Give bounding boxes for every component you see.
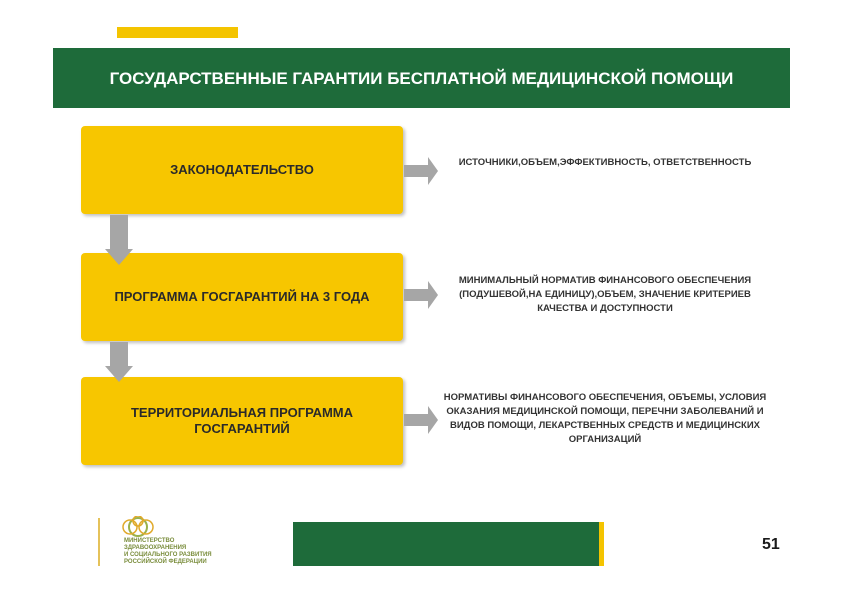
step-box-program-3-years: [81, 253, 403, 341]
step-description-legislation: ИСТОЧНИКИ,ОБЪЕМ,ЭФФЕКТИВНОСТЬ, ОТВЕТСТВЕННОСТЬ: [458, 157, 752, 168]
logo-line: МИНИСТЕРСТВО: [124, 538, 175, 544]
arrow-right-icon: [404, 281, 438, 309]
step-description-program-3-years: МИНИМАЛЬНЫЙ НОРМАТИВ ФИНАНСОВОГО ОБЕСПЕЧЕНИЯ (ПОДУШЕВОЙ,НА ЕДИНИЦУ),ОБЪЕМ, ЗНАЧЕНИЕ КРИТЕРИЕВ КАЧЕСТВА И ДОСТУПНОСТИ: [458, 275, 752, 314]
step-label-territorial-program: ТЕРРИТОРИАЛЬНАЯ ПРОГРАММА ГОСГАРАНТИЙ: [130, 405, 354, 436]
step-label-legislation: ЗАКОНОДАТЕЛЬСТВО: [170, 162, 314, 177]
arrow-right-icon: [404, 157, 438, 185]
logo-line: РОССИЙСКОЙ ФЕДЕРАЦИИ: [124, 559, 207, 565]
title-banner: [53, 48, 790, 108]
arrow-down-icon: [105, 342, 133, 392]
footer-green-band: [293, 522, 599, 566]
logo-line: И СОЦИАЛЬНОГО РАЗВИТИЯ: [124, 552, 212, 558]
header-accent-bar: [117, 27, 238, 38]
step-label-program-3-years: ПРОГРАММА ГОСГАРАНТИЙ НА 3 ГОДА: [114, 289, 370, 304]
page-title: ГОСУДАРСТВЕННЫЕ ГАРАНТИИ БЕСПЛАТНОЙ МЕДИЦИНСКОЙ ПОМОЩИ: [109, 68, 734, 88]
footer-yellow-strip: [599, 522, 604, 566]
page-number: 51: [762, 536, 780, 553]
arrow-down-icon: [105, 215, 133, 265]
step-box-legislation: [81, 126, 403, 214]
logo-line: ЗДРАВООХРАНЕНИЯ: [124, 545, 187, 551]
footer-divider: [98, 518, 100, 566]
ministry-logo-icon: [118, 516, 158, 538]
arrow-right-icon: [404, 406, 438, 434]
step-description-territorial-program: НОРМАТИВЫ ФИНАНСОВОГО ОБЕСПЕЧЕНИЯ, ОБЪЕМЫ, УСЛОВИЯ ОКАЗАНИЯ МЕДИЦИНСКОЙ ПОМОЩИ, ПЕРЕЧНИ ЗАБОЛЕВАНИЙ И ВИДОВ ПОМОЩИ, ЛЕКАРСТВЕННЫХ СРЕДСТВ И МЕДИЦИНСКИХ ОРГАНИЗАЦИЙ: [443, 392, 767, 445]
ministry-logo-text: [124, 538, 212, 566]
